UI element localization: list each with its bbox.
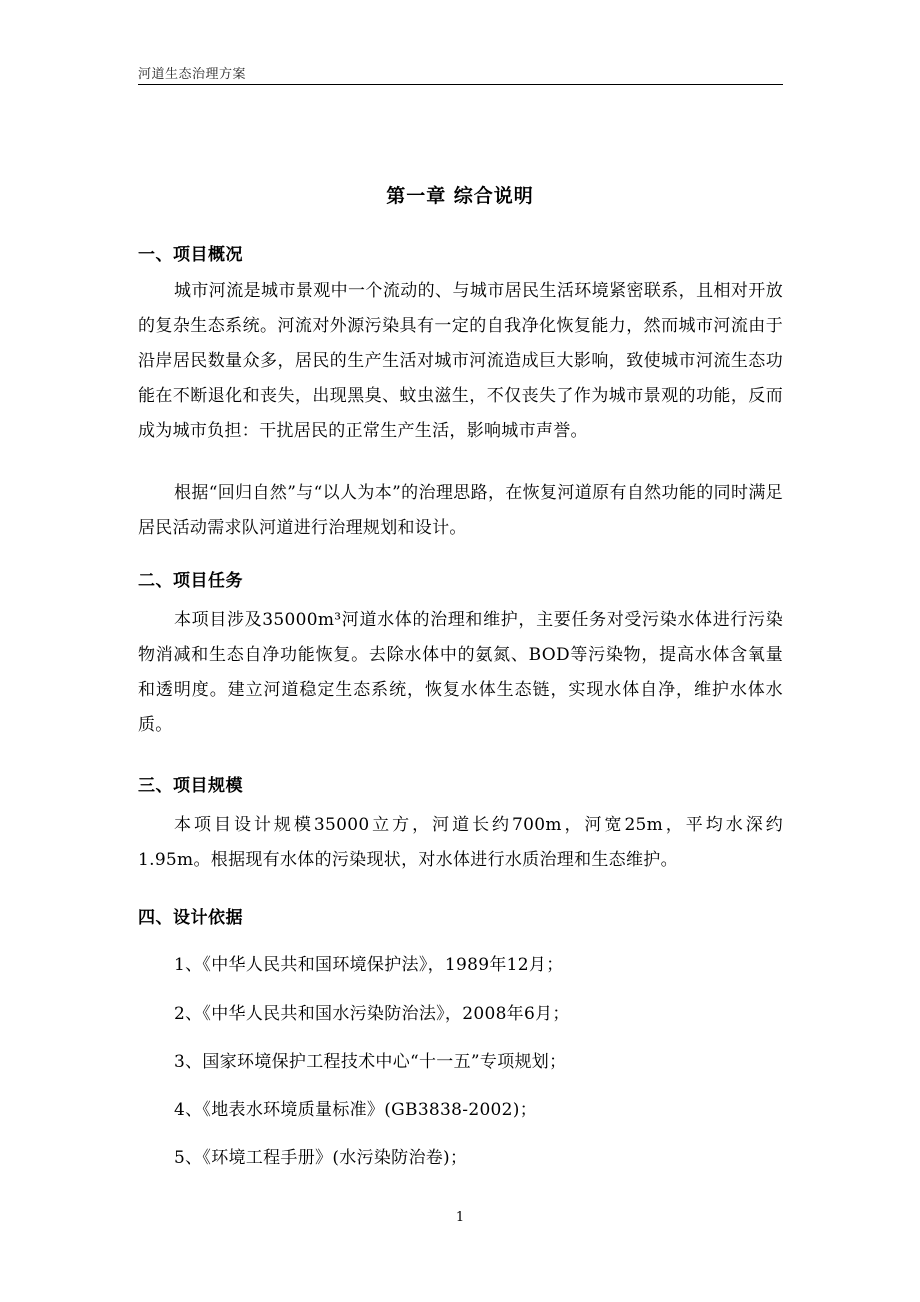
reference-item: 4、《地表水环境质量标准》(GB3838-2002)； [174, 1100, 538, 1120]
paragraph-scale: 本项目设计规模35000立方，河道长约700m，河宽25m，平均水深约1.95m。根据现有水体的污染现状，对水体进行水质治理和生态维护。 [138, 815, 783, 870]
chapter-title: 第一章 综合说明 [386, 185, 534, 207]
paragraph-overview-1: 城市河流是城市景观中一个流动的、与城市居民生活环境紧密联系，且相对开放的复杂生态系统。河流对外源污染具有一定的自我净化恢复能力，然而城市河流由于沿岸居民数量众多，居民的生产生活对城市河流造成巨大影响，致使城市河流生态功能在不断退化和丧失，出现黑臭、蚊虫滋生，不仅丧失了作为城市景观的功能，反而成为城市负担：干扰居民的正常生产生活，影响城市声誉。 [138, 281, 783, 441]
section-heading-scale: 三、项目规模 [138, 776, 243, 796]
section-heading-design-basis: 四、设计依据 [138, 908, 243, 928]
paragraph-tasks: 本项目涉及35000m³河道水体的治理和维护，主要任务对受污染水体进行污染物消减和生态自净功能恢复。去除水体中的氨氮、BOD等污染物，提高水体含氧量和透明度。建立河道稳定生态系统，恢复水体生态链，实现水体自净，维护水体水质。 [138, 610, 783, 735]
page-number: 1 [455, 1210, 465, 1225]
header-title: 河道生态治理方案 [138, 67, 247, 82]
header-divider [138, 84, 783, 85]
section-heading-overview: 一、项目概况 [138, 245, 243, 265]
paragraph-overview-2: 根据“回归自然”与“以人为本”的治理思路，在恢复河道原有自然功能的同时满足居民活动需求队河道进行治理规划和设计。 [138, 483, 783, 538]
reference-item: 3、国家环境保护工程技术中心“十一五”专项规划； [174, 1052, 567, 1072]
section-heading-tasks: 二、项目任务 [138, 571, 243, 591]
reference-item: 1、《中华人民共和国环境保护法》，1989年12月； [174, 955, 564, 975]
reference-item: 5、《环境工程手册》(水污染防治卷)； [174, 1148, 468, 1168]
reference-item: 2、《中华人民共和国水污染防治法》，2008年6月； [174, 1004, 570, 1024]
